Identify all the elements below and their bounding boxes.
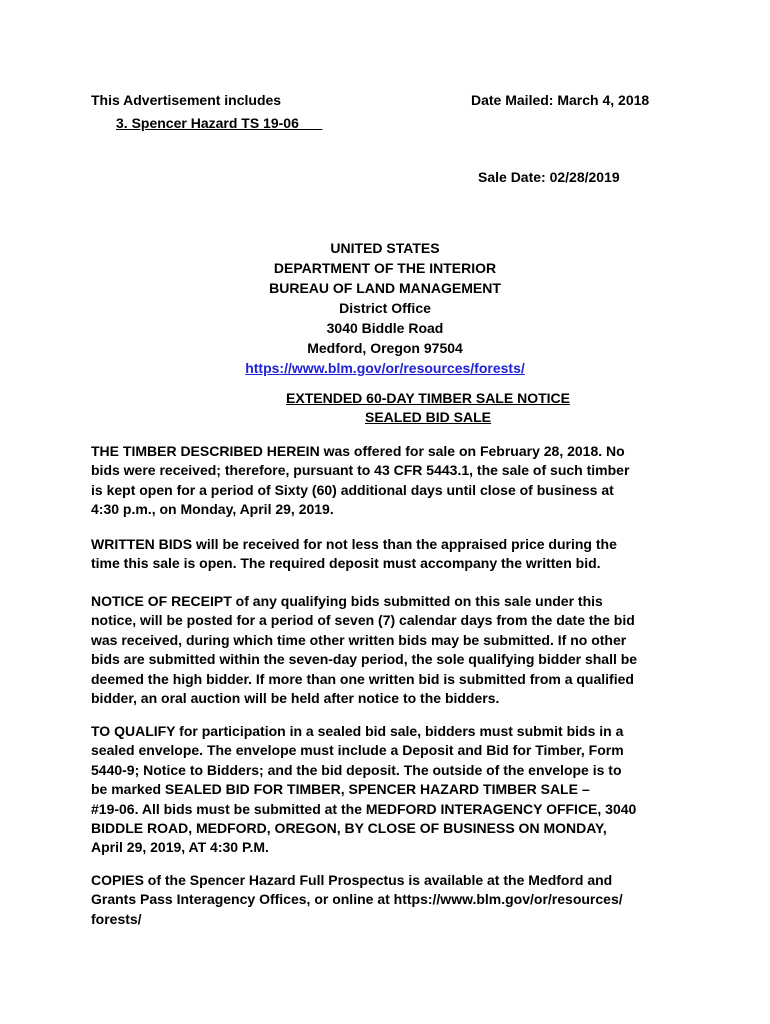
notice-title	[0, 389, 770, 427]
agency-line-street: 3040 Biddle Road	[326, 320, 444, 336]
date-mailed: Date Mailed: March 4, 2018	[471, 92, 650, 108]
agency-line-office: District Office	[339, 300, 431, 316]
forests-website-link[interactable]: https://www.blm.gov/or/resources/forests/	[245, 360, 525, 376]
agency-line-bureau: BUREAU OF LAND MANAGEMENT	[269, 280, 501, 296]
paragraph-copies: COPIES of the Spencer Hazard Full Prospectus is available at the Medford and Grants Pass Interagency Offices, or online at https://www.blm.gov/or/resources/ forests/	[91, 872, 623, 927]
notice-title-line1: EXTENDED 60-DAY TIMBER SALE NOTICE	[286, 390, 570, 406]
advertisement-includes-label: This Advertisement includes	[91, 92, 282, 108]
paragraph-timber-described: THE TIMBER DESCRIBED HEREIN was offered for sale on February 28, 2018. No bids were received; therefore, pursuant to 43 CFR 5443.1, the sale of such timber is kept open for a period of Sixty (60) additional days until close of business at 4:30 p.m., on Monday, April 29, 2019.	[91, 443, 630, 518]
included-sale-item	[116, 114, 322, 133]
included-sale-text: 3. Spencer Hazard TS 19-06	[116, 115, 299, 131]
notice-title-line2: SEALED BID SALE	[364, 409, 491, 425]
agency-line-department: DEPARTMENT OF THE INTERIOR	[273, 260, 497, 276]
sale-date: Sale Date: 02/28/2019	[478, 169, 620, 185]
paragraph-written-bids: WRITTEN BIDS will be received for not less than the appraised price during the time this sale is open. The required deposit must accompany the written bid.	[91, 536, 617, 572]
paragraph-notice-of-receipt: NOTICE OF RECEIPT of any qualifying bids submitted on this sale under this notice, will be posted for a period of seven (7) calendar days from the date the bid was received, during which time other written bids may be submitted. If no other bids are submitted within the seven-day period, the sole qualifying bidder shall be deemed the high bidder. If more than one written bid is submitted from a qualified bidder, an oral auction will be held after notice to the bidders.	[91, 593, 638, 707]
agency-line-country: UNITED STATES	[330, 240, 440, 256]
paragraph-to-qualify: TO QUALIFY for participation in a sealed bid sale, bidders must submit bids in a sealed envelope. The envelope must include a Deposit and Bid for Timber, Form 5440-9; Notice to Bidders; and the bid deposit. The outside of the envelope is to be marked SEALED BID FOR TIMBER, SPENCER HAZARD TIMBER SALE – #19-06. All bids must be submitted at the MEDFORD INTERAGENCY OFFICE, 3040 BIDDLE ROAD, MEDFORD, OREGON, BY CLOSE OF BUSINESS ON MONDAY, April 29, 2019, AT 4:30 P.M.	[91, 723, 637, 856]
agency-address-block	[0, 238, 770, 378]
agency-line-city: Medford, Oregon 97504	[307, 340, 463, 356]
